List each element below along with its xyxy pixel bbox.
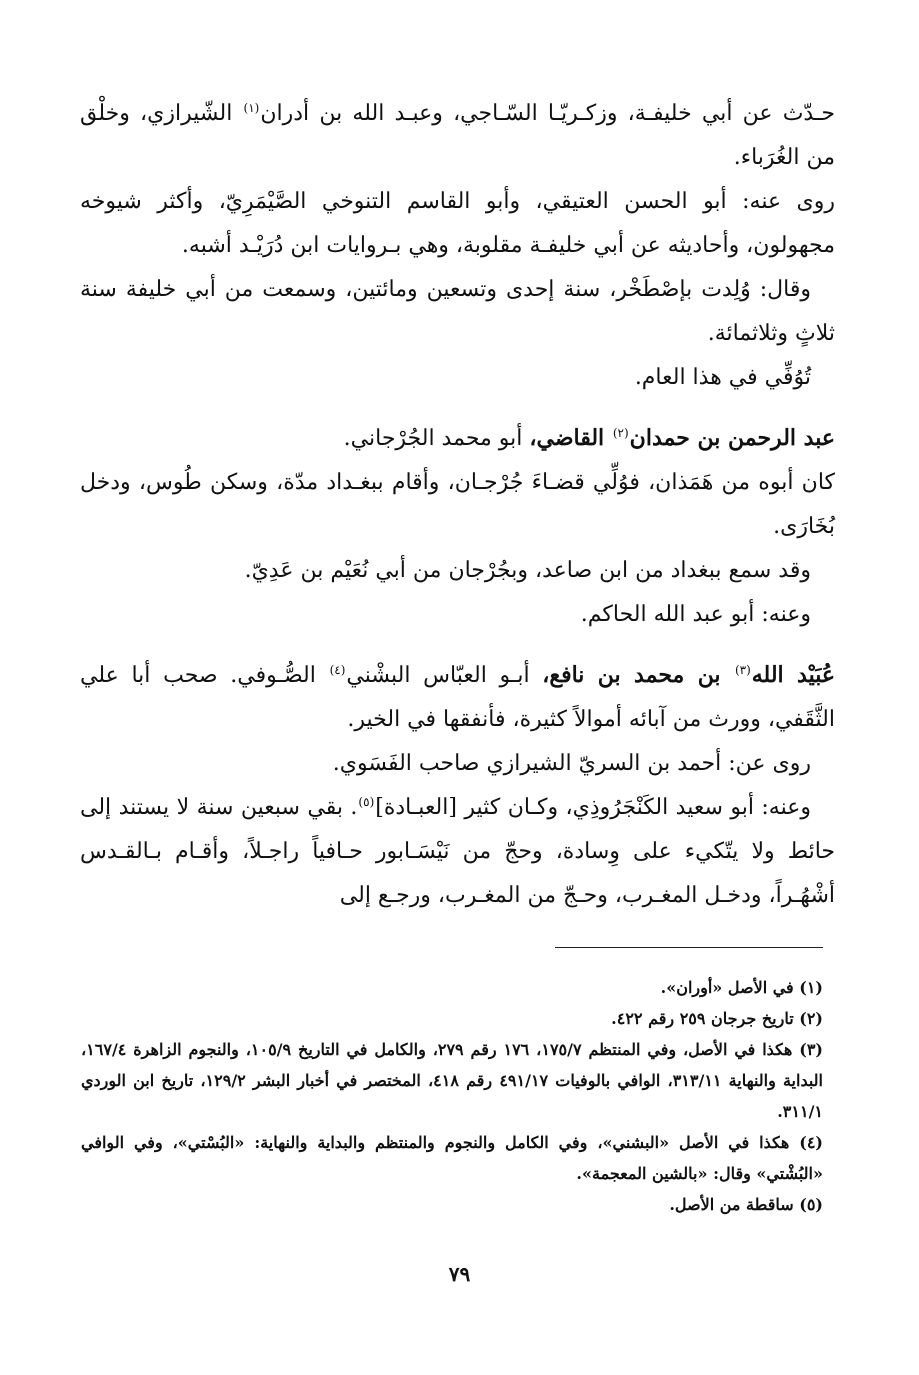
footnote-ref-2: (٢) [612,425,629,440]
paragraph-5: كان أبوه من هَمَذان، فوُلِّي قضـاءَ جُرْجـان، وأقام ببغـداد مدّة، وسكن طُوس، ودخل بُخَارَى. [80,470,835,539]
paragraph-1-text: حـدّث عن أبي خليفـة، وزكـريّـا السّـاجي، وعبـد الله بن أدران [260,101,835,126]
page-number: ٧٩ [448,1262,471,1286]
footnote-ref-3: (٣) [734,662,751,677]
entry-3-text: الصُّـوفي. صحب أبا علي الثَّقَفي، وورث من آبائه أموالاً كثيرة، فأنفقها في الخير. [80,663,835,732]
entry-heading-3 [80,653,835,742]
paragraph-1 [80,92,835,180]
paragraph-2: روى عنه: أبو الحسن العتيقي، وأبو القاسم التنوخي الصَّيْمَرِيّ، وأكثر شيوخه مجهولون، وأحاديثه عن أبي خليفـة مقلوبة، وهي بـروايات ابن دُرَيْـد أشبه. [80,189,835,258]
entry-2-name: عبد الرحمن بن حمدان [629,425,835,451]
paragraph-8: روى عن: أحمد بن السريّ الشيرازي صاحب الفَسَوي. [332,751,811,776]
entry-3-lineage: بن محمد بن نافع، [542,662,734,688]
footnotes [81,972,823,1220]
paragraph-6: وقد سمع ببغداد من ابن صاعد، وبجُرْجان من أبي نُعَيْم بن عَدِيّ. [244,558,811,583]
footnote-separator [555,947,823,948]
paragraph-4: تُوُفِّي في هذا العام. [634,365,811,390]
paragraph-9-text: وعنه: أبو سعيد الكَنْجَرُوذِي، وكـان كثير [العبـادة] [375,795,811,820]
footnote-ref-5: (٥) [358,794,375,809]
entry-3-kunya: أبـو العبّاس البشْني [346,663,543,688]
entry-2-kunya: أبو محمد الجُرْجاني. [343,426,530,451]
entry-heading-2 [80,416,835,461]
footnote-3: (٣) هكذا في الأصل، وفي المنتظم ١٧٥/٧، ١٧٦ رقم ٢٧٩، والكامل في التاريخ ١٠٥/٩، والنجوم الزاهرة ١٦٧/٤، البداية والنهاية ٣١٣/١١، الوافي بالوفيات ٤٩١/١٧ رقم ٤١٨، المختصر في أخبار البشر ١٢٩/٢، تاريخ ابن الوردي ٣١١/١. [81,1040,824,1121]
footnote-ref-1: (١) [243,100,260,115]
footnote-2: (٢) تاريخ جرجان ٢٥٩ رقم ٤٢٢. [611,1009,823,1028]
paragraph-7: وعنه: أبو عبد الله الحاكم. [580,602,811,627]
paragraph-1-text-cont: الشّيرازي، وخلْق من الغُرَباء. [80,101,835,170]
footnote-4: (٤) هكذا في الأصل «البشني»، وفي الكامل والنجوم والمنتظم والبداية والنهاية: «البُسْتي»، وفي الوافي «البُشْتي» وقال: «بالشين المعجمة». [81,1133,823,1183]
paragraph-9-text-cont: . بقي سبعين سنة لا يستند إلى حائط ولا يتّكيء على وِسادة، وحجّ من نَيْسَـابور حـافياً راجـلاً، وأقـام بـالقـدس أشْهُـراً، ودخـل المغـرب، وحـجّ من المغـرب، ورجـع إلى [80,795,835,908]
main-text [80,92,835,918]
footnote-5: (٥) ساقطة من الأصل. [669,1195,823,1214]
footnote-1: (١) في الأصل «أوران». [660,978,823,997]
footnote-ref-4: (٤) [329,662,346,677]
paragraph-3: وقال: وُلِدت بإصْطَخْر، سنة إحدى وتسعين ومائتين، وسمعت من أبي خليفة سنة ثلاثٍ وثلاثمائة. [80,277,835,346]
entry-3-name: عُبَيْد الله [751,662,835,688]
entry-2-title: القاضي، [529,425,612,451]
paragraph-9 [80,786,835,918]
